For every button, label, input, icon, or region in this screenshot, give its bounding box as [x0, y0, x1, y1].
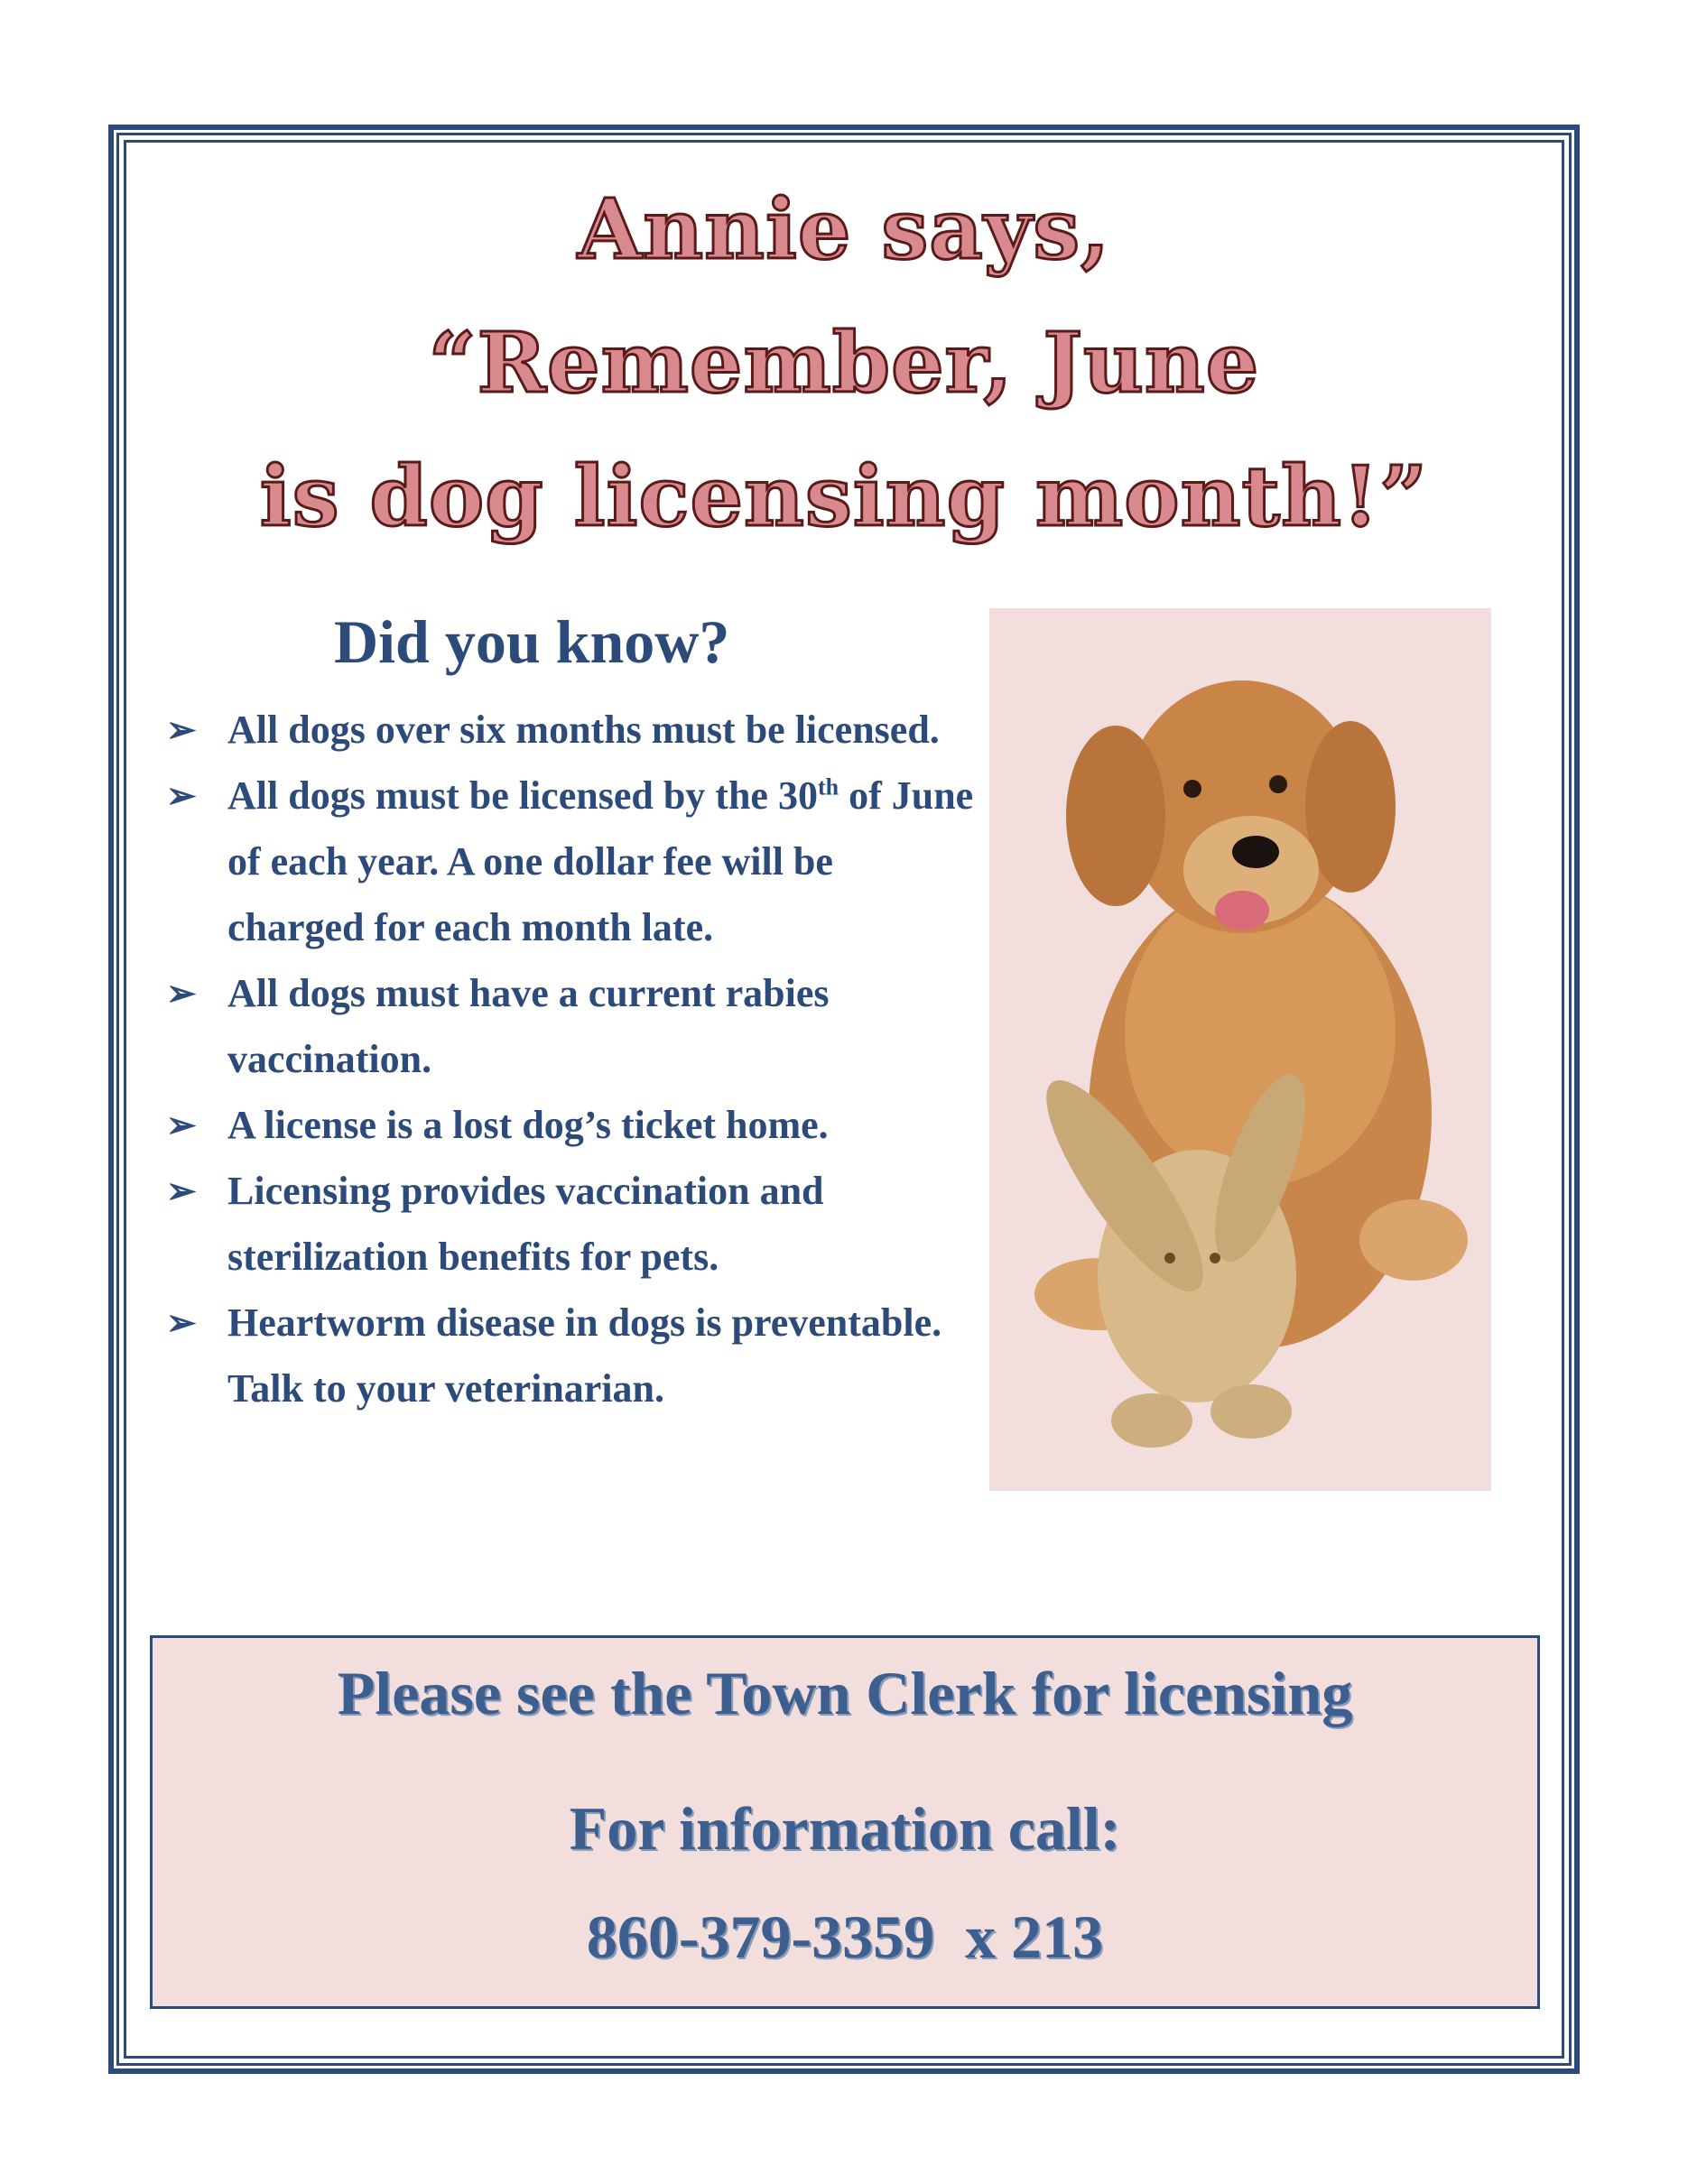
list-item: [162, 960, 975, 1092]
arrow-bullet-icon: ➢: [166, 775, 197, 816]
arrow-bullet-icon: ➢: [166, 1171, 197, 1211]
facts-list: [162, 697, 975, 1421]
arrow-bullet-icon: ➢: [166, 709, 197, 750]
fact-text: of June of each year. A one dollar fee will be charged for each month late.: [227, 773, 974, 949]
town-clerk-text: Please see the Town Clerk for licensing: [337, 1659, 1353, 1727]
headline-line-1: Annie says,: [577, 180, 1111, 278]
list-item: [162, 1092, 975, 1158]
did-you-know-heading: Did you know?: [334, 607, 730, 676]
dog-with-plush-bunny-icon: [989, 608, 1491, 1491]
fact-text: All dogs over six months must be licensed.: [227, 708, 940, 752]
list-item: [162, 763, 975, 960]
ordinal-suffix: th: [817, 773, 839, 800]
arrow-bullet-icon: ➢: [166, 1105, 197, 1145]
dog-photo: [989, 608, 1491, 1491]
fact-text: All dogs must be licensed by the 30: [227, 773, 818, 818]
list-item: [162, 697, 975, 763]
fact-text: A license is a lost dog’s ticket home.: [227, 1103, 829, 1147]
contact-info-box: [150, 1635, 1540, 2009]
headline-line-3: is dog licensing month!”: [259, 448, 1429, 545]
info-call-text: For information call:: [569, 1794, 1121, 1863]
fact-text: All dogs must have a current rabies vaccination.: [227, 971, 830, 1081]
fact-text: Heartworm disease in dogs is preventable. Talk to your veterinarian.: [227, 1300, 942, 1411]
arrow-bullet-icon: ➢: [166, 1302, 197, 1343]
phone-number: 860-379-3359 x 213: [586, 1902, 1104, 1971]
fact-text: Licensing provides vaccination and sterilization benefits for pets.: [227, 1169, 824, 1279]
headline: [126, 162, 1562, 563]
list-item: [162, 1158, 975, 1290]
headline-line-2: “Remember, June: [428, 314, 1260, 412]
list-item: [162, 1290, 975, 1421]
arrow-bullet-icon: ➢: [166, 973, 197, 1013]
